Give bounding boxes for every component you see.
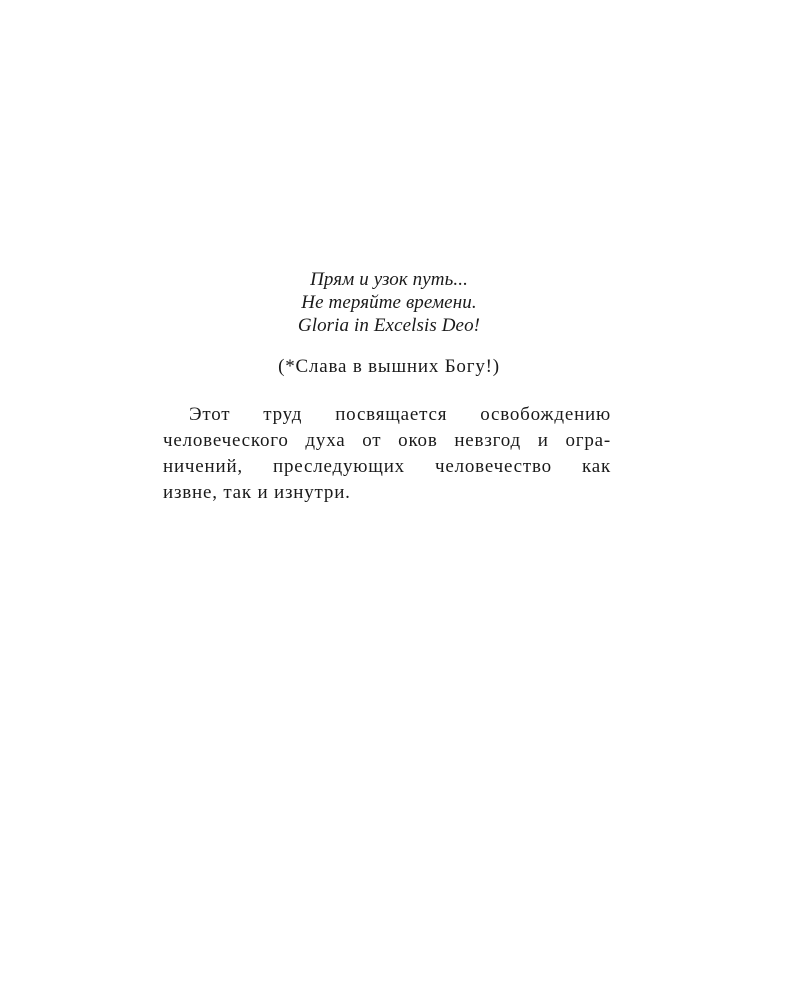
epigraph-line: Прям и узок путь... xyxy=(310,269,468,290)
dedication-line: извне, так и изнутри. xyxy=(163,482,351,503)
epigraph-translation: (*Слава в вышних Богу!) xyxy=(278,356,500,377)
dedication-paragraph xyxy=(163,402,611,506)
epigraph xyxy=(0,268,778,337)
epigraph-line: Gloria in Excelsis Deo! xyxy=(297,315,481,336)
dedication-line: ничений, преследующих человечество как xyxy=(163,456,611,477)
dedication-line: Этот труд посвящается освобождению xyxy=(189,404,611,425)
epigraph-line: Не теряйте времени. xyxy=(301,292,477,313)
dedication-line: человеческого духа от оков невзгод и огра- xyxy=(163,430,611,451)
